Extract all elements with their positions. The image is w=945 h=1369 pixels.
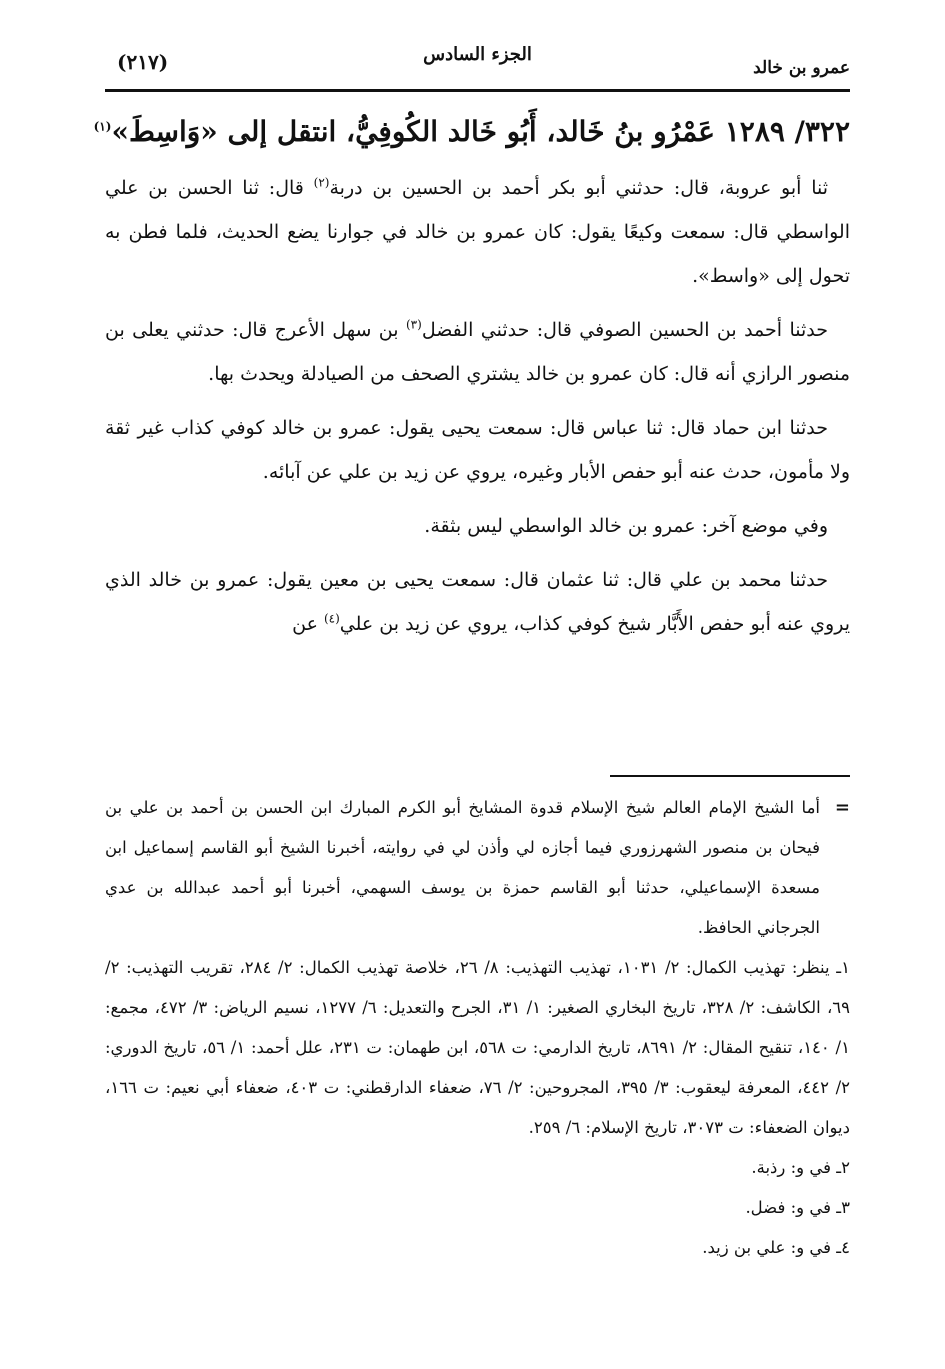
footnotes: [105, 788, 850, 1268]
footnote-rule: [610, 775, 850, 777]
paragraph-2-part-b: بن سهل الأعرج قال: حدثني يعلى بن منصور الرازي أنه قال: كان عمرو بن خالد يشتري الصحف من الصيادلة ويحدث بها.: [105, 319, 850, 385]
footnote-1: ١ـ ينظر: تهذيب الكمال: ٢/ ١٠٣١، تهذيب التهذيب: ٨/ ٢٦، خلاصة تهذيب الكمال: ٢/ ٢٨٤، تقريب التهذيب: ٢/ ٦٩، الكاشف: ٢/ ٣٢٨، تاريخ البخاري الصغير: ١/ ٣١، الجرح والتعديل: ٦/ ١٢٧٧، نسيم الرياض: ٣/ ٤٧٢، مجمع: ١/ ١٤٠، تنقيح المقال: ٢/ ٨٦٩١، تاريخ الدارمي: ت ٥٦٨، ابن طهمان: ت ٢٣١، علل أحمد: ١/ ٥٦، تاريخ الدوري: ٢/ ٤٤٢، المعرفة ليعقوب: ٣/ ٣٩٥، المجروحين: ٢/ ٧٦، ضعفاء الدارقطني: ت ٤٠٣، ضعفاء أبي نعيم: ت ١٦٦، ديوان الضعفاء: ت ٣٠٧٣، تاريخ الإسلام: ٦/ ٢٥٩.: [105, 958, 850, 1137]
footnote-ref-1: (١): [93, 119, 112, 134]
entry-title-text: ٣٢٢/ ١٢٨٩ عَمْرُو بنُ خَالد، أَبُو خَالد الكُوفِيُّ، انتقل إلى «وَاسِطَ»: [111, 115, 850, 148]
main-text: [93, 104, 850, 656]
volume-title: الجزء السادس: [423, 44, 532, 65]
footnote-ref-4: (٤): [323, 611, 340, 626]
running-title: عمرو بن خالد: [753, 58, 850, 78]
footnote-ref-3: (٣): [405, 317, 422, 332]
paragraph-2-part-a: حدثنا أحمد بن الحسين الصوفي قال: حدثني الفضل: [421, 319, 829, 341]
page-number: (٢١٧): [117, 50, 169, 74]
header-rule: [105, 89, 850, 92]
footnote-3: ٣ـ في و: فضل.: [745, 1198, 850, 1217]
paragraph-5-part-a: حدثنا محمد بن علي قال: ثنا عثمان قال: سمعت يحيى بن معين يقول: عمرو بن خالد الذي يروي عنه أبو حفص الأَبَّار شيخ كوفي كذاب، يروي عن زيد بن علي: [105, 569, 850, 635]
entry-title: [93, 104, 850, 160]
paragraph-1-part-a: ثنا أبو عروبة، قال: حدثني أبو بكر أحمد بن الحسين بن دربة: [329, 177, 829, 199]
footnote-ref-2: (٢): [313, 175, 330, 190]
paragraph-5: [105, 558, 850, 646]
paragraph-1-part-b: قال: ثنا الحسن بن علي الواسطي قال: سمعت وكيعًا يقول: كان عمرو بن خالد في جوارنا يضع الحديث، فلما فطن به تحول إلى «واسط».: [105, 177, 850, 287]
continuation-text: أما الشيخ الإمام العالم شيخ الإسلام قدوة المشايخ أبو الكرم المبارك ابن الحسن بن أحمد بن علي بن فيحان بن منصور الشهرزوري فيما أجازه لي وأذن لي في روايته، أخبرنا الشيخ أبو القاسم إسماعيل ابن مسعدة الإسماعيلي، حدثنا أبو القاسم حمزة بن يوسف السهمي، أخبرنا أبو أحمد عبدالله بن عدي الجرجاني الحافظ.: [105, 798, 820, 937]
footnote-2: ٢ـ في و: رذبة.: [751, 1158, 850, 1177]
paragraph-5-part-b: عن: [292, 613, 324, 635]
running-header: [105, 40, 850, 88]
paragraph-4: وفي موضع آخر: عمرو بن خالد الواسطي ليس بثقة.: [424, 515, 828, 537]
paragraph-2: [105, 308, 850, 396]
footnote-4: ٤ـ في و: علي بن زيد.: [702, 1238, 850, 1257]
continuation-mark: =: [834, 797, 850, 818]
footnote-continuation: [105, 788, 850, 948]
paragraph-3: حدثنا ابن حماد قال: ثنا عباس قال: سمعت يحيى يقول: عمرو بن خالد كوفي كذاب غير ثقة ولا مأمون، حدث عنه أبو حفص الأبار وغيره، يروي عن زيد بن علي عن آبائه.: [105, 417, 850, 483]
paragraph-1: [105, 166, 850, 298]
